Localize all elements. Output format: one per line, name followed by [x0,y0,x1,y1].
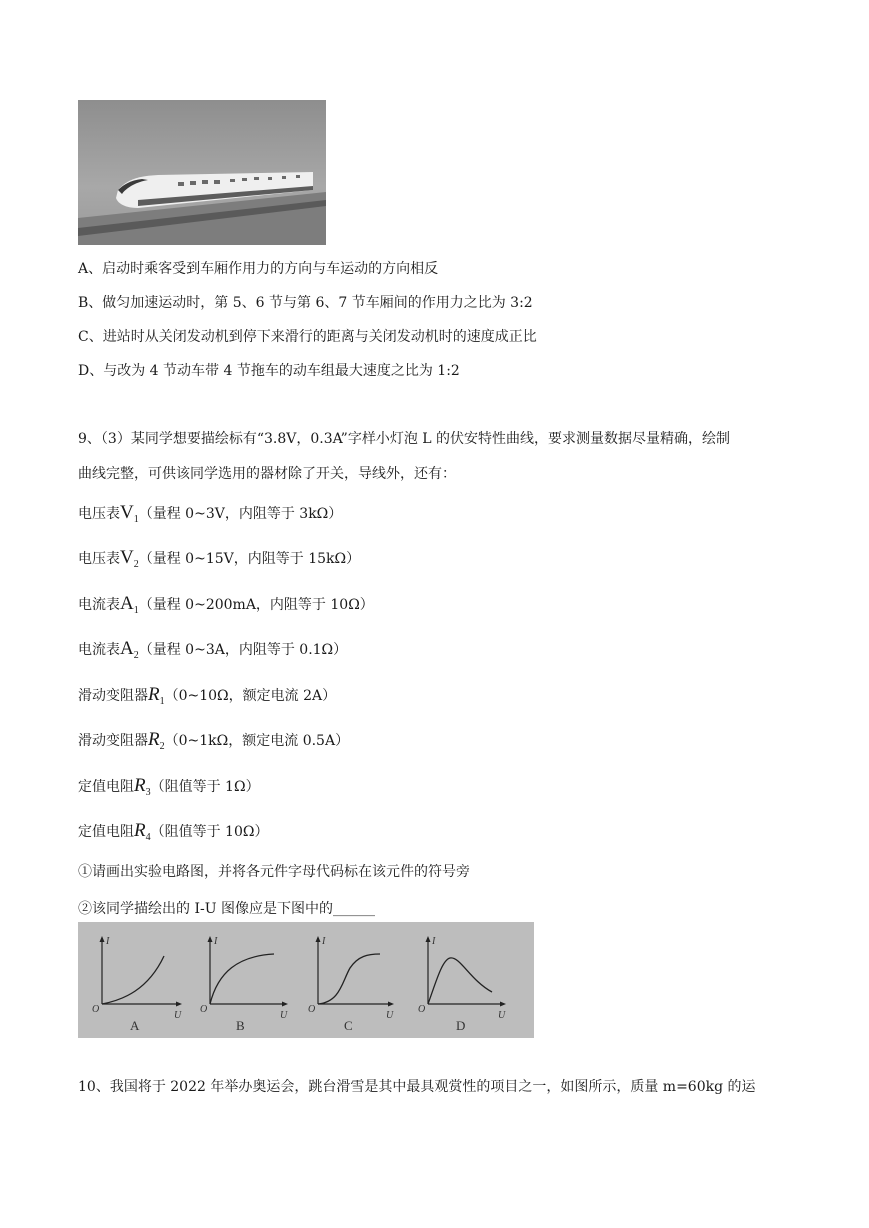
graph-c-x-label: U [386,1010,394,1021]
equipment-desc: （阻值等于 10Ω） [150,824,269,840]
equipment-desc: （0~1kΩ，额定电流 0.5A） [164,733,350,749]
graph-b-x-label: U [280,1010,288,1021]
graph-c-y-label: I [322,936,326,947]
q9-line-1: 9、（3）某同学想要描绘标有“3.8V，0.3A”字样小灯泡 L 的伏安特性曲线，要求测量数据尽量精确，绘制 [78,431,731,447]
equipment-symbol: A [120,593,134,614]
equipment-name: 定值电阻 [78,824,134,840]
train-icon [78,100,326,245]
q9-task-2: ②该同学描绘出的 I-U 图像应是下图中的______ [78,901,375,917]
equipment-name: 滑动变阻器 [78,733,148,749]
graph-d-x-label: U [498,1010,506,1021]
graph-d-label: D [456,1018,466,1033]
equipment-name: 电压表 [78,551,120,567]
equipment-name: 电流表 [78,642,120,658]
graph-c-label: C [344,1018,353,1033]
equipment-name: 电流表 [78,597,120,613]
equipment-symbol: V [120,547,134,568]
q10-line-1: 10、我国将于 2022 年举办奥运会，跳台滑雪是其中最具观赏性的项目之一，如图所示，质量 m=60kg 的运 [78,1079,756,1095]
equipment-desc: （量程 0~15V，内阻等于 15kΩ） [138,551,361,567]
q9-task-1: ①请画出实验电路图，并将各元件字母代码标在该元件的符号旁 [78,864,470,880]
graph-b-origin: O [200,1004,208,1015]
q9-line-2: 曲线完整，可供该同学选用的器材除了开关，导线外，还有： [78,466,456,482]
graph-d-y-label: I [432,936,436,947]
equipment-desc: （量程 0~3A，内阻等于 0.1Ω） [138,642,348,658]
equipment-r1 [78,684,336,713]
equipment-desc: （阻值等于 1Ω） [150,779,260,795]
equipment-subscript: 2 [159,741,165,752]
graph-a-origin: O [92,1004,100,1015]
equipment-desc: （量程 0~200mA，内阻等于 10Ω） [138,597,374,613]
equipment-r4 [78,820,268,849]
equipment-v1 [78,502,342,531]
graph-a-label: A [130,1018,140,1033]
graph-c-origin: O [308,1004,316,1015]
option-b: B、做匀加速运动时，第 5、6 节与第 6、7 节车厢间的作用力之比为 3:2 [78,295,533,311]
equipment-symbol: R [134,820,146,841]
graph-b-y-label: I [214,936,218,947]
iu-graphs-figure [78,922,534,1038]
equipment-desc: （量程 0~3V，内阻等于 3kΩ） [138,506,343,522]
option-c: C、进站时从关闭发动机到停下来滑行的距离与关闭发动机时的速度成正比 [78,329,537,345]
option-a: A、启动时乘客受到车厢作用力的方向与车运动的方向相反 [78,261,439,277]
equipment-symbol: R [148,684,160,705]
equipment-r3 [78,775,260,804]
option-d: D、与改为 4 节动车带 4 节拖车的动车组最大速度之比为 1:2 [78,363,460,379]
equipment-subscript: 2 [133,559,139,570]
graph-a-x-label: U [174,1010,182,1021]
equipment-desc: （0~10Ω，额定电流 2A） [164,688,337,704]
graph-a-y-label: I [106,936,110,947]
graph-b-label: B [236,1018,245,1033]
train-photo [78,100,326,245]
equipment-a1 [78,593,374,622]
graph-d-origin: O [418,1004,426,1015]
equipment-r2 [78,729,349,758]
equipment-symbol: R [148,729,160,750]
equipment-name: 定值电阻 [78,779,134,795]
equipment-symbol: R [134,775,146,796]
equipment-symbol: V [120,502,134,523]
equipment-name: 电压表 [78,506,120,522]
equipment-subscript: 1 [159,696,165,707]
equipment-subscript: 2 [133,650,139,661]
equipment-subscript: 4 [145,832,151,843]
equipment-subscript: 1 [133,605,139,616]
equipment-a2 [78,638,347,667]
equipment-symbol: A [120,638,134,659]
equipment-subscript: 3 [145,787,151,798]
equipment-subscript: 1 [133,514,139,525]
iu-graphs-svg [78,922,534,1038]
equipment-name: 滑动变阻器 [78,688,148,704]
equipment-v2 [78,547,360,576]
